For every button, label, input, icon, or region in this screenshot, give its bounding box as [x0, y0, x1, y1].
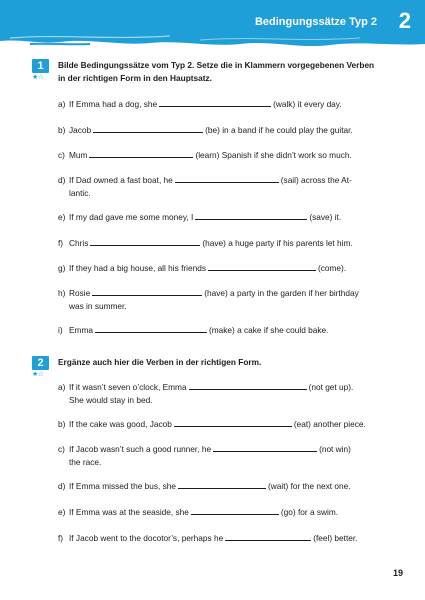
item-label: d) [58, 175, 66, 185]
item-text-after: (make) a cake if she could bake. [208, 325, 329, 335]
item-text-before: If Dad owned a fast boat, he [69, 175, 173, 185]
exercise-1-badge: 1 [32, 59, 49, 73]
item-text-after: (learn) Spanish if she didn’t work so much. [195, 150, 352, 160]
exercise-2-item-d [58, 480, 388, 493]
exercise-1-item-e [58, 211, 388, 224]
item-text-after: (have) a party in the garden if her birthday [204, 288, 359, 298]
item-label: a) [58, 99, 66, 109]
page-number: 19 [392, 568, 403, 578]
item-text-before: If they had a big house, all his friends [69, 263, 206, 273]
answer-blank[interactable] [95, 324, 207, 333]
item-text-before: Mum [69, 150, 88, 160]
item-text-before: If it wasn’t seven o’clock, Emma [69, 382, 187, 392]
item-text-before: If Emma had a dog, she [69, 99, 158, 109]
item-text-after: (sail) across the At- [280, 175, 352, 185]
answer-blank[interactable] [208, 262, 316, 271]
item-text-after: (not get up). [308, 382, 354, 392]
item-text-after: (come). [317, 263, 347, 273]
item-text-after: (go) for a swim. [280, 507, 339, 517]
exercise-1-item-h [58, 287, 388, 312]
item-label: a) [58, 382, 66, 392]
exercise-1-instruction-line-1: Bilde Bedingungssätze vom Typ 2. Setze die in Klammern vorgegebenen Verben [58, 60, 375, 70]
item-label: f) [58, 533, 64, 543]
item-text-before: Chris [69, 238, 89, 248]
item-continuation: was in summer. [69, 300, 127, 311]
exercise-1-item-f [58, 237, 388, 250]
answer-blank[interactable] [225, 532, 311, 541]
item-text-after: (feel) better. [313, 533, 358, 543]
item-text-after: (walk) it every day. [273, 99, 342, 109]
exercise-1-item-c [58, 149, 388, 162]
item-continuation: the race. [69, 456, 102, 467]
answer-blank[interactable] [175, 174, 279, 183]
item-text-before: If the cake was good, Jacob [69, 419, 172, 429]
chapter-number: 2 [398, 8, 411, 33]
item-label: e) [58, 507, 66, 517]
answer-blank[interactable] [178, 480, 266, 489]
answer-blank[interactable] [195, 211, 307, 220]
exercise-1-instruction-line-2: in der richtigen Form in den Hauptsatz. [58, 72, 212, 83]
exercise-2-item-b [58, 418, 388, 431]
exercise-2-item-f [58, 532, 388, 545]
item-label: g) [58, 263, 66, 273]
exercise-1-instruction [58, 59, 378, 84]
answer-blank[interactable] [191, 506, 279, 515]
item-text-before: Jacob [69, 125, 92, 135]
item-text-after: (eat) another piece. [293, 419, 366, 429]
item-text-after: (save) it. [309, 212, 342, 222]
item-label: c) [58, 150, 65, 160]
item-label: i) [58, 325, 63, 335]
item-text-before: If Emma missed the bus, she [69, 481, 176, 491]
exercise-1-item-i [58, 324, 388, 337]
item-continuation: lantic. [69, 187, 91, 198]
header-title: Bedingungssätze Typ 2 [254, 16, 377, 28]
item-continuation: She would stay in bed. [69, 394, 153, 405]
item-text-after: (be) in a band if he could play the guitar. [205, 125, 353, 135]
item-label: b) [58, 125, 66, 135]
item-text-before: Emma [69, 325, 93, 335]
answer-blank[interactable] [174, 418, 292, 427]
item-text-before: If Jacob wasn’t such a good runner, he [69, 444, 212, 454]
exercise-1-item-b [58, 124, 388, 137]
item-label: d) [58, 481, 66, 491]
item-label: b) [58, 419, 66, 429]
answer-blank[interactable] [92, 287, 202, 296]
exercise-1-item-g [58, 262, 388, 275]
exercise-2-instruction: Ergänze auch hier die Verben in der richtigen Form. [58, 357, 262, 367]
answer-blank[interactable] [90, 237, 200, 246]
answer-blank[interactable] [159, 98, 271, 107]
exercise-1-item-a [58, 98, 388, 111]
item-text-after: (not win) [319, 444, 351, 454]
exercise-2-difficulty-stars: ★☆ [32, 371, 44, 378]
item-text-before: If Emma was at the seaside, she [69, 507, 189, 517]
answer-blank[interactable] [89, 149, 193, 158]
item-text-after: (wait) for the next one. [267, 481, 351, 491]
item-label: c) [58, 444, 65, 454]
item-label: f) [58, 238, 64, 248]
answer-blank[interactable] [213, 443, 317, 452]
item-text-before: If Jacob went to the docotor’s, perhaps he [69, 533, 224, 543]
exercise-2-item-e [58, 506, 388, 519]
item-text-after: (have) a huge party if his parents let him. [202, 238, 353, 248]
answer-blank[interactable] [189, 381, 307, 390]
item-text-before: Rosie [69, 288, 91, 298]
exercise-2-badge: 2 [32, 356, 49, 370]
exercise-2-item-a [58, 381, 388, 406]
item-text-before: If my dad gave me some money, I [69, 212, 194, 222]
exercise-1-item-d [58, 174, 388, 199]
exercise-1-difficulty-stars: ★☆ [32, 74, 44, 81]
item-label: e) [58, 212, 66, 222]
exercise-2-item-c [58, 443, 388, 468]
item-label: h) [58, 288, 66, 298]
answer-blank[interactable] [93, 124, 203, 133]
header-banner [0, 0, 425, 50]
